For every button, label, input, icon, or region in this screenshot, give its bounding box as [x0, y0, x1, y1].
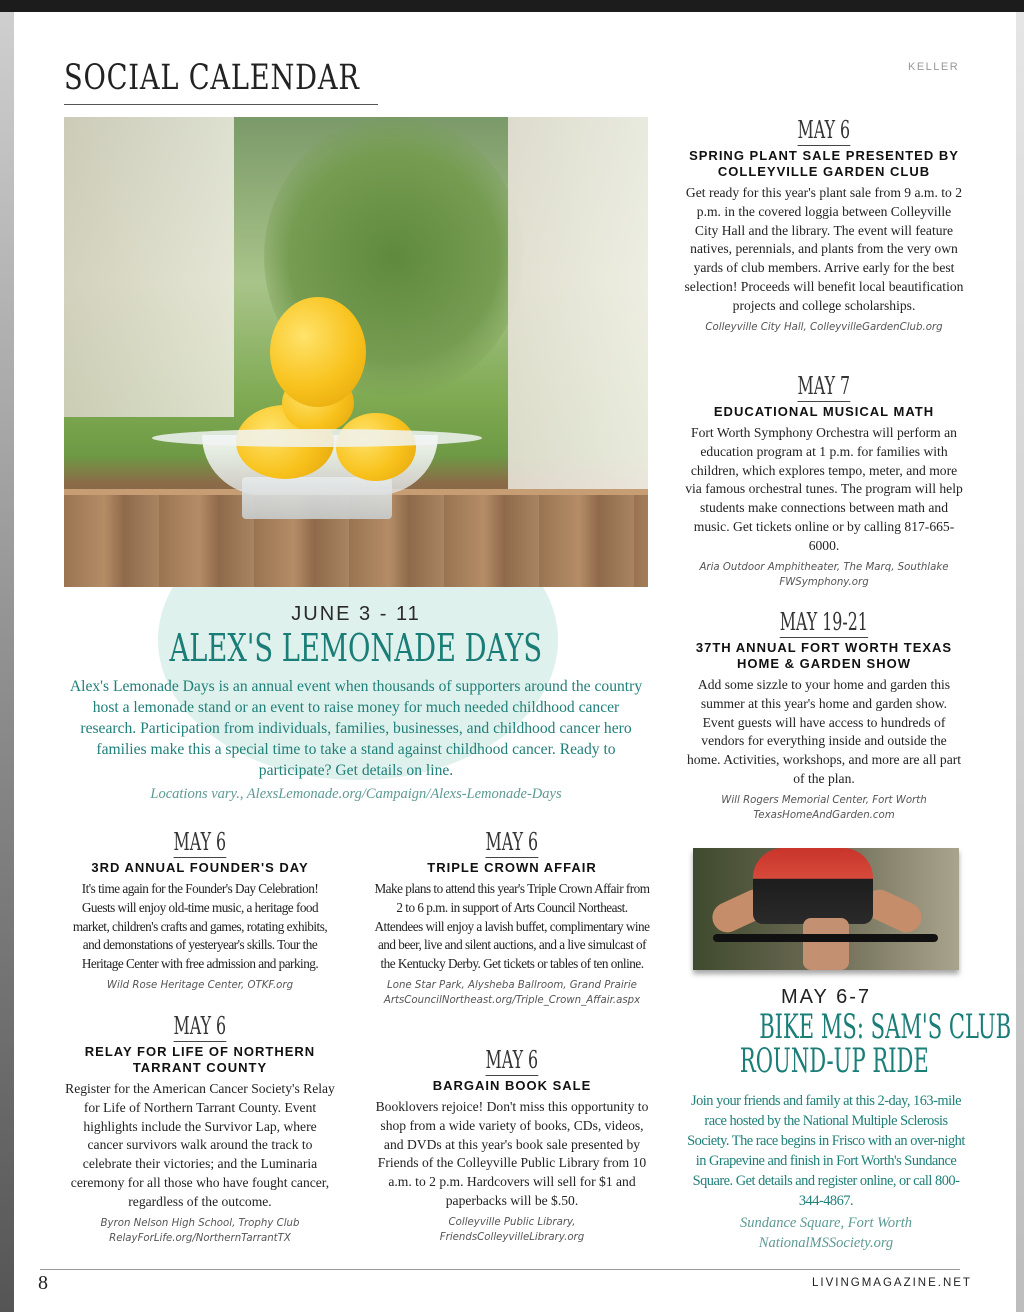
event-location-line1: Colleyville Public Library,	[448, 1216, 576, 1228]
event-location-line2: ArtsCouncilNortheast.org/Triple_Crown_Affair.aspx	[383, 994, 641, 1006]
bike-event-title: BIKE MS: SAM'S CLUB ROUND-UP RIDE	[739, 1007, 1012, 1081]
event-location-line2: FWSymphony.org	[779, 576, 869, 588]
event-date: MAY 6	[485, 828, 539, 856]
event-location-line1: Lone Star Park, Alysheba Ballroom, Grand Prairie	[387, 979, 637, 991]
feature-location: Locations vary., AlexsLemonade.org/Campaign/Alexs-Lemonade-Days	[150, 786, 562, 802]
event-title: SPRING PLANT SALE PRESENTED BY COLLEYVILLE GARDEN CLUB	[689, 148, 959, 179]
bike-location-line1: Sundance Square, Fort Worth	[739, 1215, 913, 1231]
event-location-line2: RelayForLife.org/NorthernTarrantTX	[109, 1232, 291, 1244]
event-title: BARGAIN BOOK SALE	[432, 1078, 592, 1093]
page-edge-left	[0, 12, 14, 1312]
event-body: Get ready for this year's plant sale from 9 a.m. to 2 p.m. in the covered loggia between Colleyville City Hall and the library. The event will feature natives, perennials, and plants from the very own yards of club members. Arrive early for the best selection! Proceeds will benefit local beautification projects and college scholarships.	[684, 185, 964, 313]
event-body: Register for the American Cancer Society's Relay for Life of Northern Tarrant County. Event highlights include the Survivor Lap, where cancer survivors walk around the track to celebrate their victories; and the Luminaria ceremony for all those who have fought cancer, regardless of the outcome.	[65, 1081, 335, 1209]
event-location	[64, 1216, 336, 1246]
event-date: MAY 6	[485, 1046, 539, 1074]
event-date: MAY 19-21	[779, 608, 869, 636]
bike-event-location	[682, 1213, 970, 1253]
page-number: 8	[38, 1272, 48, 1294]
page-edge-right	[1016, 12, 1024, 1312]
event-location: Colleyville City Hall, ColleyvilleGardenClub.org	[705, 321, 943, 333]
city-label: KELLER	[908, 61, 960, 73]
event-date: MAY 6	[173, 1012, 227, 1040]
event-body: Fort Worth Symphony Orchestra will perform an education program at 1 p.m. for families with children, which explores tempo, meter, and more via famous orchestral tunes. The program will help students make connections between math and music. Get tickets online or by calling 817-665-6000.	[685, 425, 963, 553]
event-body: Make plans to attend this year's Triple Crown Affair from 2 to 6 p.m. in support of Arts Council Northeast. Attendees will enjoy a lavish buffet, complimentary wine and beer, live and silent auctions, and a live simulcast of the Kentucky Derby. Get tickets or tables of ten online.	[374, 881, 650, 972]
event-location-line1: Aria Outdoor Amphitheater, The Marq, Southlake	[699, 561, 949, 573]
event-location-line1: Will Rogers Memorial Center, Fort Worth	[721, 794, 927, 806]
cyclist-photo	[693, 848, 959, 970]
event-title: 37TH ANNUAL FORT WORTH TEXAS HOME & GARDEN SHOW	[695, 640, 953, 671]
event-home-garden-show	[684, 608, 964, 823]
site-url: LIVINGMAGAZINE.NET	[812, 1277, 972, 1289]
event-date: MAY 6	[173, 828, 227, 856]
bike-event-body: Join your friends and family at this 2-day, 163-mile race hosted by the National Multiple Sclerosis Society. The race begins in Frisco with an over-night in Grapevine and finish in Fort Worth's Sundance Square. Get details and register online, or call 800-344-4867.	[687, 1093, 965, 1209]
feature-title: ALEX'S LEMONADE DAYS	[169, 626, 543, 670]
event-location-line2: TexasHomeAndGarden.com	[753, 809, 895, 821]
event-triple-crown	[372, 828, 652, 1008]
event-location: Wild Rose Heritage Center, OTKF.org	[106, 979, 294, 991]
event-musical-math	[684, 372, 964, 590]
event-bargain-book-sale	[372, 1046, 652, 1245]
lemon-bowl-photo	[64, 117, 648, 587]
event-title: TRIPLE CROWN AFFAIR	[427, 860, 597, 875]
event-spring-plant-sale	[684, 116, 964, 335]
event-date: MAY 6	[797, 116, 851, 144]
event-title: EDUCATIONAL MUSICAL MATH	[713, 404, 935, 419]
section-title-rule	[64, 104, 378, 105]
bike-location-line2: NationalMSSociety.org	[758, 1235, 894, 1251]
top-border	[0, 0, 1024, 12]
event-location-line2: FriendsColleyvilleLibrary.org	[439, 1231, 585, 1243]
event-location	[684, 560, 964, 590]
footer-rule	[40, 1269, 960, 1270]
event-title: 3RD ANNUAL FOUNDER'S DAY	[91, 860, 309, 875]
bike-event-date: MAY 6-7	[781, 986, 871, 1008]
event-body: Add some sizzle to your home and garden this summer at this year's home and garden show. Event guests will have access to hundreds of vendors for everything inside and outside the home. Activities, workshops, and more are all part of the plan.	[686, 677, 962, 786]
event-date: MAY 7	[797, 372, 851, 400]
section-title: SOCIAL CALENDAR	[64, 58, 360, 98]
event-founders-day	[64, 828, 336, 993]
event-location	[684, 793, 964, 823]
event-relay-for-life	[64, 1012, 336, 1246]
feature-date: JUNE 3 - 11	[291, 603, 421, 625]
event-body: It's time again for the Founder's Day Celebration! Guests will enjoy old-time music, a heritage food market, children's crafts and games, rotating exhibits, and demonstations of yesteryear's skills. Tour the Heritage Center with free admission and parking.	[72, 881, 328, 972]
event-body: Booklovers rejoice! Don't miss this opportunity to shop from a wide variety of books, CDs, videos, and DVDs at this year's book sale presented by Friends of the Colleyville Public Library from 10 a.m. to 2 p.m. Hardcovers will sell for $1 and paperbacks will be $.50.	[375, 1099, 649, 1208]
event-title: RELAY FOR LIFE OF NORTHERN TARRANT COUNTY	[84, 1044, 316, 1075]
event-location	[372, 978, 652, 1008]
event-location-line1: Byron Nelson High School, Trophy Club	[100, 1217, 300, 1229]
feature-body: Alex's Lemonade Days is an annual event when thousands of supporters around the country host a lemonade stand or an event to raise money for much needed childhood cancer research. Participation from individuals, families, businesses, and childhood cancer hero families make this a special time to take a stand against childhood cancer. Ready to participate? Get details on line.	[69, 678, 643, 779]
event-location	[372, 1215, 652, 1245]
